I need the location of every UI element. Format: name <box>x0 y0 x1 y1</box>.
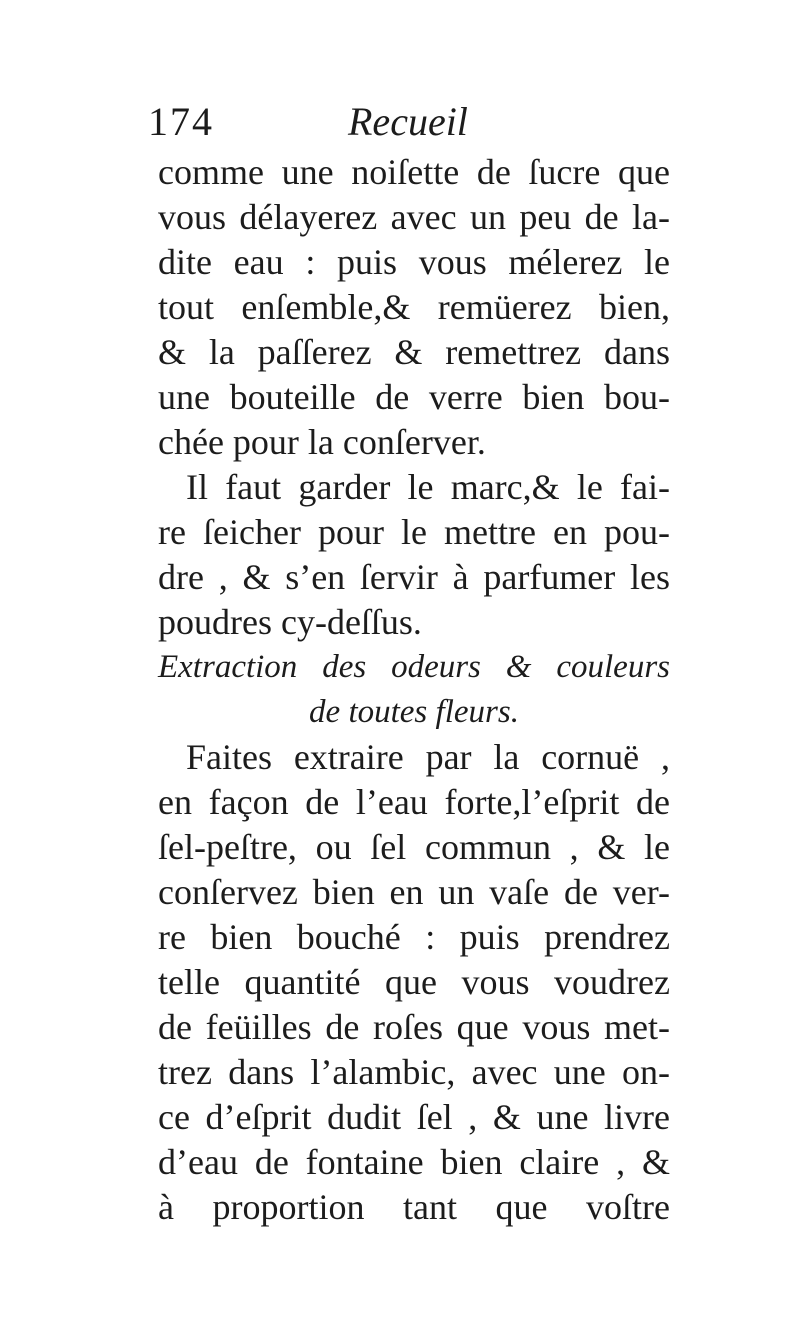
running-head: Recueil <box>348 99 468 144</box>
text-line: de feüilles de roſes que vous met- <box>158 1007 670 1047</box>
section-heading-line: de toutes fleurs. <box>309 694 519 730</box>
text-line: tout enſemble,& remüerez bien, <box>158 287 670 327</box>
text-line: & la paſſerez & remettrez dans <box>158 332 670 372</box>
text-line: dite eau : puis vous mélerez le <box>158 242 670 282</box>
text-line: re bien bouché : puis prendrez <box>158 917 670 957</box>
text-line: chée pour la conſerver. <box>158 422 486 462</box>
text-line: trez dans l’alambic, avec une on- <box>158 1052 670 1092</box>
text-line: vous délayerez avec un peu de la- <box>158 197 670 237</box>
text-line: une bouteille de verre bien bou- <box>158 377 670 417</box>
text-line: comme une noiſette de ſucre que <box>158 152 670 192</box>
text-line: en façon de l’eau forte,l’eſprit de <box>158 782 670 822</box>
text-line: dre , & s’en ſervir à parfumer les <box>158 557 670 597</box>
section-heading-line: Extraction des odeurs & couleurs <box>158 649 670 685</box>
text-line: Faites extraire par la cornuë , <box>186 737 670 777</box>
text-line: d’eau de fontaine bien claire , & <box>158 1142 670 1182</box>
body-text <box>158 150 670 1230</box>
text-line: ſel-peſtre, ou ſel commun , & le <box>158 827 670 867</box>
text-line: conſervez bien en un vaſe de ver- <box>158 872 670 912</box>
page-header <box>148 98 668 148</box>
text-line: telle quantité que vous voudrez <box>158 962 670 1002</box>
text-line: re ſeicher pour le mettre en pou- <box>158 512 670 552</box>
text-line: ce d’eſprit dudit ſel , & une livre <box>158 1097 670 1137</box>
text-line: poudres cy-deſſus. <box>158 602 422 642</box>
text-line: à proportion tant que voſtre <box>158 1187 670 1227</box>
page-number: 174 <box>148 99 214 144</box>
text-line: Il faut garder le marc,& le fai- <box>186 467 670 507</box>
